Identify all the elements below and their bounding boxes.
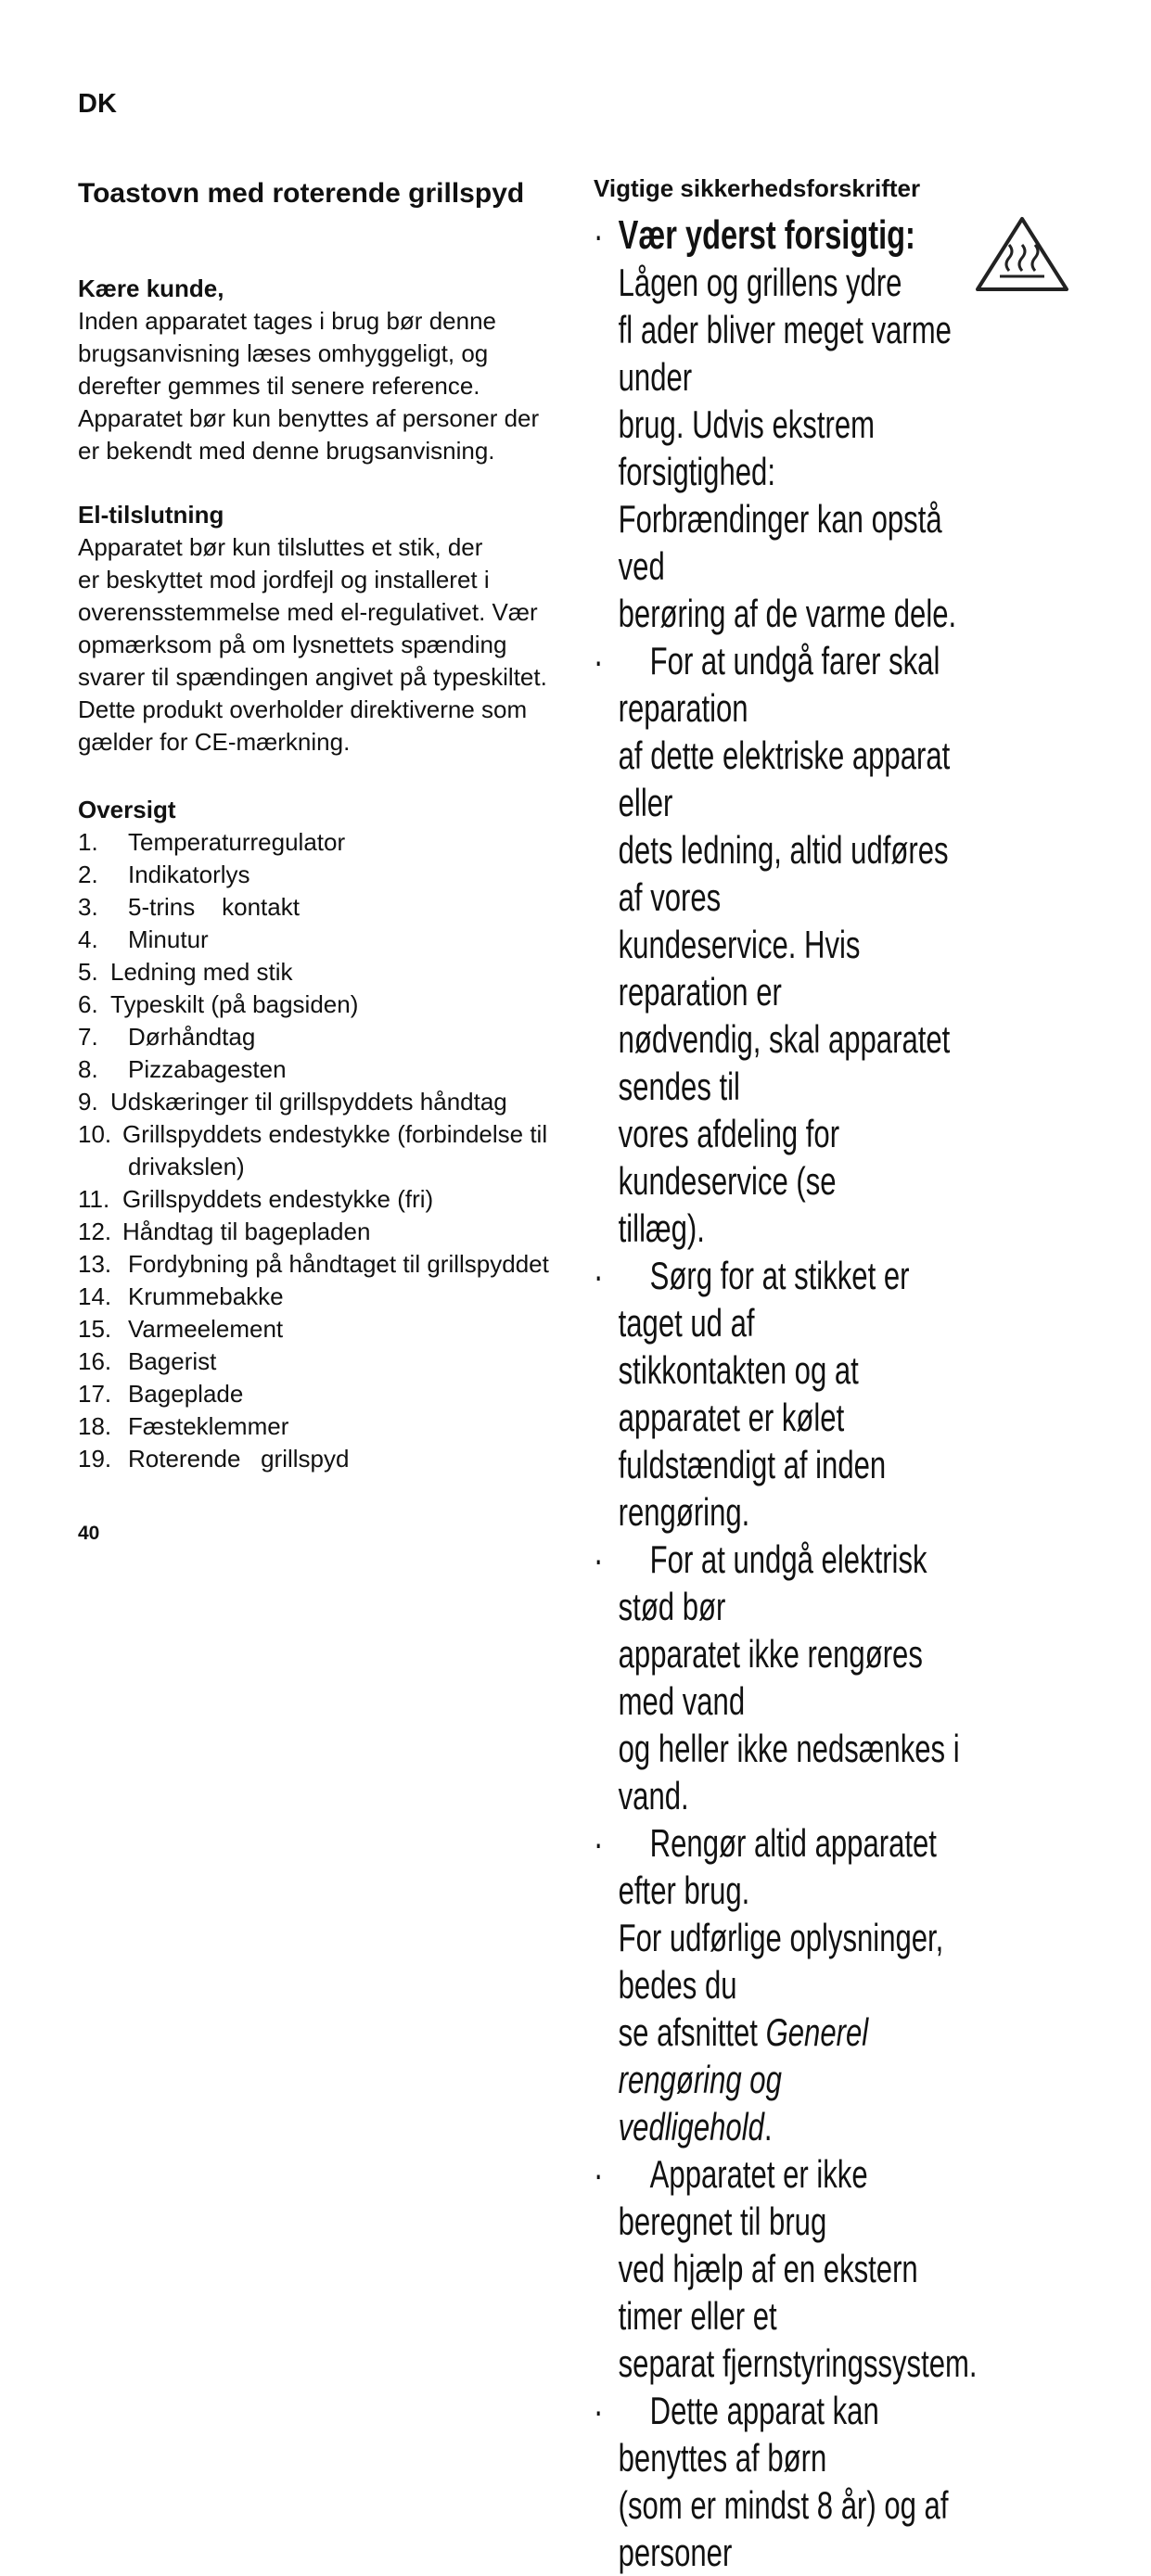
overview-item-number: 13. bbox=[78, 1250, 112, 1278]
overview-item bbox=[78, 924, 597, 956]
overview-item bbox=[78, 891, 597, 924]
safety-instructions bbox=[594, 211, 978, 2576]
overview-item bbox=[78, 1443, 597, 1475]
safety-item bbox=[594, 2150, 978, 2387]
hot-surface-warning-icon bbox=[974, 215, 1070, 293]
intro-line: er bekendt med denne brugsanvisning. bbox=[78, 437, 495, 465]
overview-item bbox=[78, 1216, 597, 1248]
intro-line: Apparatet bør kun benyttes af personer der bbox=[78, 404, 540, 432]
overview-item bbox=[78, 1086, 597, 1118]
overview-item-number: 8. bbox=[78, 1055, 98, 1083]
overview-item bbox=[78, 1021, 597, 1053]
intro-section bbox=[78, 273, 560, 467]
overview-item-text: Fæsteklemmer bbox=[128, 1412, 289, 1440]
overview-item-text: Temperaturregulator bbox=[128, 828, 346, 856]
safety-line: berøring af de varme dele. bbox=[618, 592, 957, 635]
safety-line: se afsnittet bbox=[618, 2010, 766, 2054]
overview-item-number: 9. bbox=[78, 1088, 98, 1116]
safety-line: Sørg for at stikket er taget ud af bbox=[618, 1254, 910, 1345]
safety-line: nødvendig, skal apparatet sendes til bbox=[618, 1017, 951, 1108]
overview-item-text: Grillspyddets endestykke (forbindelse til bbox=[122, 1120, 548, 1148]
overview-item-text: Håndtag til bagepladen bbox=[122, 1218, 371, 1245]
overview-item-text: Typeskilt (på bagsiden) bbox=[110, 990, 359, 1018]
overview-item bbox=[78, 1345, 597, 1378]
electrical-section bbox=[78, 499, 560, 759]
electrical-line: gælder for CE-mærkning. bbox=[78, 728, 351, 756]
overview-item-number: 17. bbox=[78, 1380, 112, 1408]
safety-line: Apparatet er ikke beregnet til brug bbox=[618, 2152, 868, 2243]
safety-line: (som er mindst 8 år) og af personer bbox=[618, 2483, 949, 2574]
overview-item bbox=[78, 1281, 597, 1313]
overview-item-number: 10. bbox=[78, 1120, 112, 1148]
safety-line: kundeservice. Hvis reparation er bbox=[618, 923, 861, 1014]
bullet: · bbox=[594, 1537, 604, 1581]
intro-line: Inden apparatet tages i brug bør denne bbox=[78, 307, 496, 335]
bullet: · bbox=[594, 1821, 604, 1865]
overview-item bbox=[78, 1151, 597, 1183]
overview-item-text: Minutur bbox=[128, 925, 209, 953]
overview-item bbox=[78, 859, 597, 891]
safety-line: af dette elektriske apparat eller bbox=[618, 733, 951, 824]
safety-item bbox=[594, 1252, 978, 1536]
overview-item-text: Bageplade bbox=[128, 1380, 244, 1408]
bullet: · bbox=[594, 2152, 604, 2196]
page-title: Toastovn med roterende grillspyd bbox=[78, 178, 525, 209]
overview-item-text: Roterende grillspyd bbox=[128, 1445, 350, 1473]
overview-item bbox=[78, 956, 597, 988]
safety-line: tillæg). bbox=[618, 1206, 705, 1250]
safety-line: fl ader bliver meget varme under bbox=[618, 308, 952, 399]
safety-item bbox=[594, 637, 978, 1252]
overview-item-number: 11. bbox=[78, 1185, 110, 1213]
safety-line: apparatet ikke rengøres med vand bbox=[618, 1632, 923, 1723]
overview-item-text: Ledning med stik bbox=[110, 958, 293, 986]
intro-line: derefter gemmes til senere reference. bbox=[78, 372, 480, 400]
safety-line: stikkontakten og at apparatet er kølet bbox=[618, 1348, 859, 1439]
safety-heading: Vigtige sikkerhedsforskrifter bbox=[594, 174, 921, 202]
safety-line: For udførlige oplysninger, bedes du bbox=[618, 1916, 944, 2007]
overview-item-text: Pizzabagesten bbox=[128, 1055, 287, 1083]
safety-line: dets ledning, altid udføres af vores bbox=[618, 828, 949, 919]
overview-item bbox=[78, 1378, 597, 1410]
overview-item-text: Grillspyddets endestykke (fri) bbox=[122, 1185, 434, 1213]
cleaning-section-reference: Generel rengøring og bbox=[618, 2010, 869, 2101]
safety-line: separat fjernstyringssystem. bbox=[618, 2341, 978, 2385]
safety-line: fuldstændigt af inden rengøring. bbox=[618, 1443, 887, 1534]
bullet: · bbox=[594, 1254, 604, 1297]
overview-item-number: 18. bbox=[78, 1412, 112, 1440]
overview-item-number: 4. bbox=[78, 925, 98, 953]
safety-line: og heller ikke nedsænkes i vand. bbox=[618, 1727, 960, 1817]
safety-line: For at undgå elektrisk stød bør bbox=[618, 1537, 927, 1628]
electrical-line: opmærksom på om lysnettets spænding bbox=[78, 631, 507, 658]
overview-item-text: Udskæringer til grillspyddets håndtag bbox=[110, 1088, 507, 1116]
overview-heading: Oversigt bbox=[78, 796, 176, 823]
safety-line: ved hjælp af en ekstern timer eller et bbox=[618, 2247, 918, 2338]
overview-item bbox=[78, 1248, 597, 1281]
bullet: · bbox=[594, 639, 604, 682]
overview-item bbox=[78, 1183, 597, 1216]
overview-item-number: 15. bbox=[78, 1315, 112, 1343]
safety-line: vores afdeling for kundeservice (se bbox=[618, 1112, 840, 1203]
overview-item-number: 1. bbox=[78, 828, 98, 856]
overview-item-number: 12. bbox=[78, 1218, 112, 1245]
electrical-heading: El-tilslutning bbox=[78, 501, 224, 529]
overview-item-text: Varmeelement bbox=[128, 1315, 284, 1343]
overview-item bbox=[78, 1053, 597, 1086]
page-number: 40 bbox=[78, 1523, 100, 1544]
safety-line: Lågen og grillens ydre bbox=[618, 261, 902, 304]
safety-item bbox=[594, 1536, 978, 1819]
safety-item-lead: Vær yderst forsigtig: bbox=[618, 212, 915, 258]
safety-line: Rengør altid apparatet efter brug. bbox=[618, 1821, 937, 1912]
overview-item-text: Indikatorlys bbox=[128, 861, 250, 888]
overview-item bbox=[78, 1118, 597, 1151]
intro-line: brugsanvisning læses omhyggeligt, og bbox=[78, 339, 489, 367]
overview-item-text: Krummebakke bbox=[128, 1282, 284, 1310]
overview-item-number: 5. bbox=[78, 958, 98, 986]
overview-item-number: 14. bbox=[78, 1282, 112, 1310]
overview-item-number: 16. bbox=[78, 1347, 112, 1375]
overview-item-text: Bagerist bbox=[128, 1347, 217, 1375]
language-code: DK bbox=[78, 89, 117, 119]
bullet: · bbox=[594, 2389, 604, 2432]
safety-item bbox=[594, 2387, 978, 2576]
overview-item-number: 3. bbox=[78, 893, 98, 921]
electrical-line: overensstemmelse med el-regulativet. Vær bbox=[78, 598, 538, 626]
sentence-end: . bbox=[763, 2105, 773, 2149]
cleaning-section-reference-cont: vedligehold bbox=[618, 2105, 764, 2149]
overview-item-text: Fordybning på håndtaget til grillspyddet bbox=[128, 1250, 549, 1278]
safety-line: For at undgå farer skal reparation bbox=[618, 639, 940, 730]
overview-item-number: 2. bbox=[78, 861, 98, 888]
electrical-line: svarer til spændingen angivet på typeskiltet. bbox=[78, 663, 547, 691]
safety-line: Dette apparat kan benyttes af børn bbox=[618, 2389, 879, 2480]
overview-section bbox=[78, 794, 597, 1475]
overview-item-number: 6. bbox=[78, 990, 98, 1018]
overview-item-text: Dørhåndtag bbox=[128, 1023, 256, 1051]
safety-item bbox=[594, 1819, 978, 2150]
electrical-line: Dette produkt overholder direktiverne som bbox=[78, 695, 528, 723]
overview-list bbox=[78, 826, 597, 1475]
bullet: · bbox=[594, 213, 604, 257]
overview-item-text: 5-trins kontakt bbox=[128, 893, 300, 921]
overview-item bbox=[78, 1313, 597, 1345]
overview-item bbox=[78, 1410, 597, 1443]
electrical-line: er beskyttet mod jordfejl og installeret i bbox=[78, 566, 490, 593]
overview-item-number: 7. bbox=[78, 1023, 98, 1051]
intro-heading: Kære kunde, bbox=[78, 274, 224, 302]
overview-item bbox=[78, 826, 597, 859]
overview-item bbox=[78, 988, 597, 1021]
overview-item-text: drivakslen) bbox=[128, 1153, 245, 1180]
safety-item bbox=[594, 211, 978, 637]
safety-line: Forbrændinger kan opstå ved bbox=[618, 497, 942, 588]
safety-line: brug. Udvis ekstrem forsigtighed: bbox=[618, 402, 875, 493]
electrical-line: Apparatet bør kun tilsluttes et stik, der bbox=[78, 533, 483, 561]
overview-item-number: 19. bbox=[78, 1445, 112, 1473]
